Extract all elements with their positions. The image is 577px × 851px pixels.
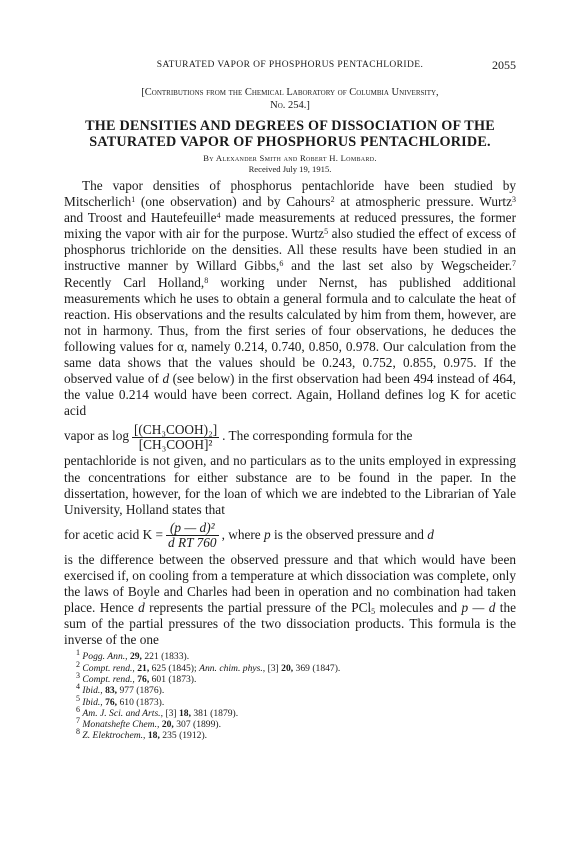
text-run: the sum of the partial pressures of the two dissociation products. This formula is the inverse of the one — [64, 600, 516, 648]
text-run: represents the partial pressure of the PCl — [144, 600, 372, 616]
journal-name: Am. J. Sci. and Arts., — [82, 707, 163, 719]
footnote — [76, 693, 516, 708]
citation-rest: 625 (1845); — [149, 662, 200, 674]
page-number: 2055 — [492, 58, 516, 72]
running-head — [64, 60, 516, 76]
footnote — [76, 682, 516, 697]
journal-name: Pogg. Ann., — [82, 651, 128, 663]
text-run: molecules and — [375, 600, 462, 616]
citation-rest: 221 (1833). — [141, 651, 190, 663]
footnote-number: 8 — [76, 727, 80, 737]
volume: 76, — [105, 696, 118, 708]
fraction-numerator: [(CH₃COOH)₂] — [134, 421, 218, 437]
journal-name: Monatshefte Chem., — [82, 719, 160, 731]
footnote-ref: 3 — [512, 195, 516, 205]
volume: 18, — [147, 730, 160, 742]
variable-p: p — [264, 526, 271, 542]
journal-name: Ann. chim. phys., — [199, 662, 266, 674]
text-run: also studied the effect of excess of phosphorus trichloride on the densities. All these results have been studied in an instructive manner by Willard Gibbs, — [64, 226, 517, 274]
paragraph-1 — [64, 178, 516, 419]
journal-name: Compt. rend., — [82, 662, 135, 674]
variable-p-minus-d: p — d — [461, 600, 496, 616]
citation-rest: 610 (1873). — [117, 696, 165, 708]
fraction-denominator: d RT 760 — [168, 535, 217, 551]
footnote-ref: 5 — [324, 227, 329, 237]
volume: 83, — [105, 685, 118, 697]
citation-rest: [3] — [162, 707, 179, 719]
contribution-note — [64, 86, 516, 112]
volume: 21, — [137, 662, 150, 674]
footnote-ref: 4 — [216, 211, 221, 221]
text-run: made measurements at reduced pressures, the former mixing the vapor with air for the purpose. Wurtz — [64, 210, 517, 242]
title-line-1: THE DENSITIES AND DEGREES OF DISSOCIATION OF THE — [85, 118, 495, 134]
text-run: and Troost and Hautefeuille — [64, 210, 217, 226]
equation-prefix: vapor as log — [64, 428, 129, 444]
fraction — [166, 521, 219, 550]
footnote — [76, 670, 516, 685]
footnote-ref: 1 — [131, 195, 136, 205]
journal-name: Ibid., — [82, 696, 103, 708]
footnotes — [64, 648, 516, 742]
journal-name: Z. Elektrochem., — [82, 730, 146, 742]
journal-page — [64, 60, 516, 742]
footnote-ref: 8 — [204, 275, 209, 285]
footnote — [76, 716, 516, 731]
footnote-ref: 2 — [330, 195, 335, 205]
text-run: Recently Carl Holland, — [64, 274, 205, 290]
footnote-ref: 6 — [279, 259, 284, 269]
text-run: The vapor densities of phosphorus pentachloride have been studied by Mitscherlich — [64, 178, 516, 210]
fraction-numerator: (p — d)² — [166, 521, 219, 536]
journal-name: Compt. rend., — [82, 673, 135, 685]
footnote-number: 7 — [76, 716, 80, 726]
volume: 20, — [161, 719, 174, 731]
byline: By Alexander Smith and Robert H. Lombard. — [203, 153, 377, 163]
text-run: (see below) in the first observation had been 494 instead of 464, the value 0.214 would have been correct. Again, Holland defines log K for acetic acid — [64, 371, 516, 419]
volume: 18, — [178, 707, 191, 719]
fraction — [132, 423, 219, 452]
fraction-denominator: [CH₃COOH]² — [138, 436, 213, 452]
volume: 76, — [137, 673, 150, 685]
text-run: at atmospheric pressure. Wurtz — [334, 194, 512, 210]
variable-d: d — [162, 371, 170, 387]
citation-rest: 381 (1879). — [190, 707, 239, 719]
citation-rest: 977 (1876). — [117, 685, 165, 697]
footnote-ref: 7 — [512, 259, 516, 269]
paragraph-1-end — [64, 552, 516, 649]
volume: 20, — [281, 662, 294, 674]
footnote — [76, 659, 516, 674]
equation-suffix: . The corresponding formula for the — [222, 428, 413, 444]
equation-prefix: for acetic acid K = — [64, 526, 164, 542]
title-line-2: SATURATED VAPOR OF PHOSPHORUS PENTACHLORIDE. — [89, 134, 491, 150]
equation-k — [64, 518, 516, 552]
equation-log-k — [64, 419, 516, 453]
received-date: Received July 19, 1915. — [248, 164, 332, 174]
footnote-number: 6 — [76, 704, 80, 714]
volume: 29, — [129, 651, 142, 663]
footnote — [76, 727, 516, 742]
footnote-number: 2 — [76, 659, 80, 669]
citation-rest: 601 (1873). — [149, 673, 197, 685]
footnote-number: 1 — [76, 648, 80, 658]
text-run: is the difference between the observed pressure and that which would have been exercised if, on cooling from a temperature at which dissociation was complete, only the laws of Boyle and Charles had been in operation and no combination had taken place. Hence — [64, 551, 516, 616]
footnote-number: 4 — [76, 682, 80, 692]
citation-rest: 369 (1847). — [293, 662, 341, 674]
subscript: 5 — [371, 607, 376, 617]
paragraph-1-cont: pentachloride is not given, and no particulars as to the units employed in expressing the concentrations for either substance are to be found in the paper. In the dissertation, however, for the loan of which we are indebted to the Librarian of Yale University, Holland states that — [64, 453, 516, 517]
contribution-line-1: [Contributions from the Chemical Laboratory of Columbia University, — [141, 87, 439, 98]
citation-rest: 235 (1912). — [159, 730, 208, 742]
citation-rest: 307 (1899). — [173, 719, 221, 731]
journal-name: Ibid., — [82, 685, 103, 697]
text-run: working under Nernst, has published additional measurements which he uses to obtain a general formula and to calculate the heat of reaction. His observations and the results calculated by him from them, however, are not in harmony. Thus, from the first series of four observations, he deduces the following values for α, namely 0.214, 0.740, 0.850, 0.978. Our calculation from the same data shows that the values should be 0.243, 0.752, 0.855, 0.975. If the observed value of — [64, 274, 517, 387]
text-run: and the last set also by Wegscheider. — [283, 258, 512, 274]
variable-d: d — [138, 600, 145, 616]
contribution-line-2: No. 254.] — [270, 100, 310, 111]
citation-rest: [3] — [265, 662, 282, 674]
article-body — [64, 178, 516, 648]
article-title — [64, 118, 516, 150]
text-run: (one observation) and by Cahours — [135, 194, 331, 210]
text-run: is the observed pressure and — [270, 526, 428, 542]
variable-d: d — [427, 526, 434, 542]
footnote-number: 3 — [76, 670, 80, 680]
text-run: , where — [221, 526, 265, 542]
running-head-title: SATURATED VAPOR OF PHOSPHORUS PENTACHLORIDE. — [156, 60, 424, 70]
footnote — [76, 648, 516, 663]
footnote-number: 5 — [76, 693, 80, 703]
footnote — [76, 704, 516, 719]
